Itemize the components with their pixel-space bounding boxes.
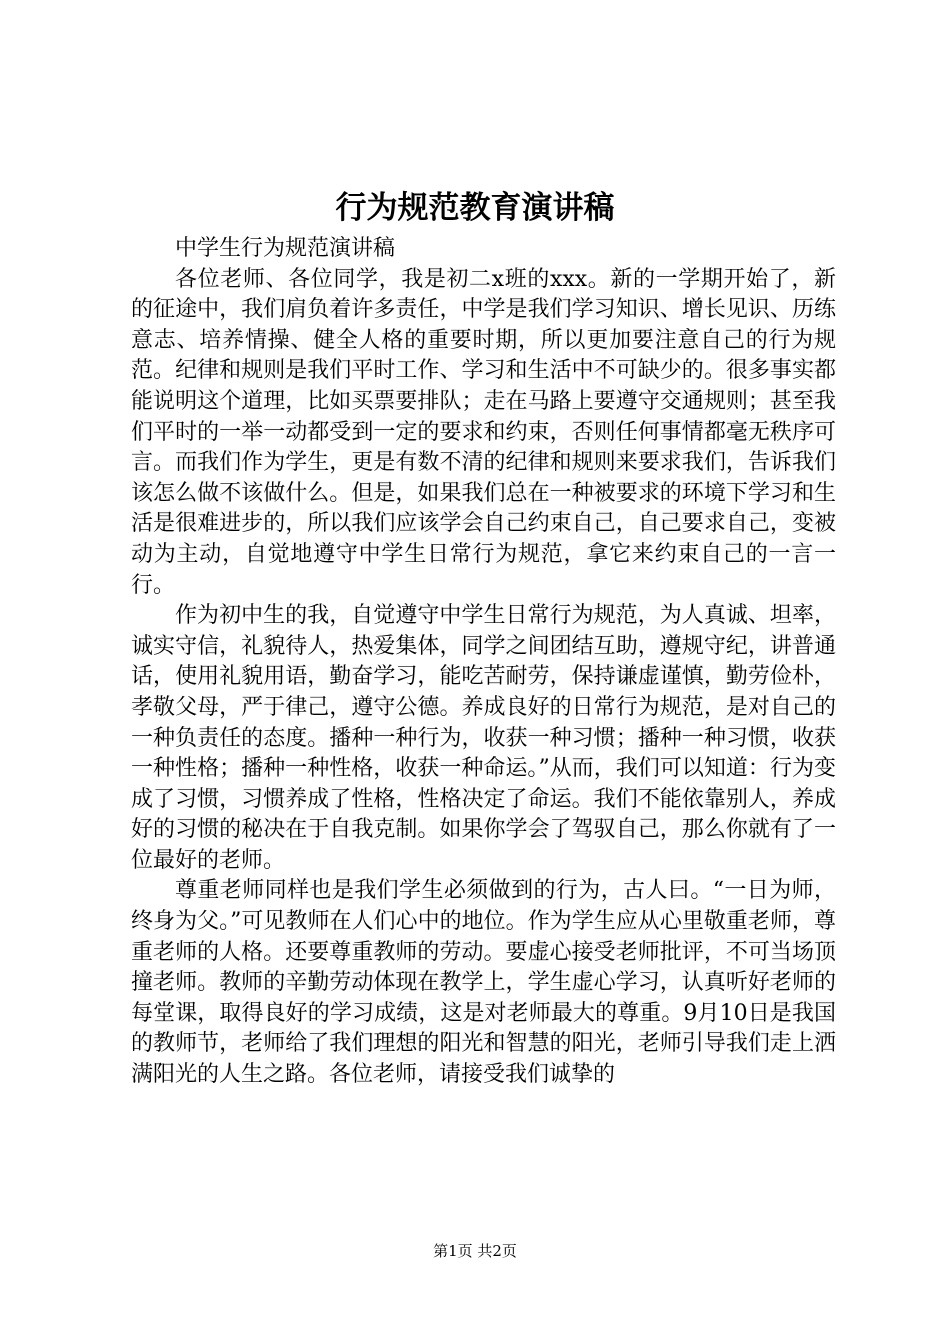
document-title: 行为规范教育演讲稿 bbox=[335, 190, 615, 226]
paragraph-respect-teachers: 尊重老师同样也是我们学生必须做到的行为，古人曰。“一日为师，终身为父。”可见教师在人们心中的地位。作为学生应从心里敬重老师，尊重老师的人格。还要尊重教师的劳动。要虚心接受老师批评，不可当场顶撞老师。教师的辛勤劳动体现在教学上，学生虚心学习，认真听好老师的每堂课，取得良好的学习成绩，这是对老师最大的尊重。9月10日是我国的教师节，老师给了我们理想的阳光和智慧的阳光，老师引导我们走上洒满阳光的人生之路。各位老师，请接受我们诚挚的 bbox=[131, 878, 836, 1088]
document-body bbox=[131, 234, 836, 1091]
subtitle-paragraph: 中学生行为规范演讲稿 bbox=[175, 236, 396, 261]
paragraph-conduct: 作为初中生的我，自觉遵守中学生日常行为规范，为人真诚、坦率，诚实守信，礼貌待人，热爱集体，同学之间团结互助，遵规守纪，讲普通话，使用礼貌用语，勤奋学习，能吃苦耐劳，保持谦虚谨慎，勤劳俭朴，孝敬父母，严于律己，遵守公德。养成良好的日常行为规范，是对自己的一种负责任的态度。播种一种行为，收获一种习惯；播种一种习惯，收获一种性格；播种一种性格，收获一种命运。”从而，我们可以知道：行为变成了习惯，习惯养成了性格，性格决定了命运。我们不能依靠别人，养成好的习惯的秘决在于自我克制。如果你学会了驾驭自己，那么你就有了一位最好的老师。 bbox=[131, 603, 836, 873]
paragraph-greeting: 各位老师、各位同学，我是初二x班的xxx。新的一学期开始了，新的征途中，我们肩负着许多责任，中学是我们学习知识、增长见识、历练意志、培养情操、健全人格的重要时期，所以更加要注意自己的行为规范。纪律和规则是我们平时工作、学习和生活中不可缺少的。很多事实都能说明这个道理，比如买票要排队；走在马路上要遵守交通规则；甚至我们平时的一举一动都受到一定的要求和约束，否则任何事情都毫无秩序可言。而我们作为学生，更是有数不清的纪律和规则来要求我们，告诉我们该怎么做不该做什么。但是，如果我们总在一种被要求的环境下学习和生活是很难进步的，所以我们应该学会自己约束自己，自己要求自己，变被动为主动，自觉地遵守中学生日常行为规范，拿它来约束自己的一言一行。 bbox=[131, 266, 836, 598]
page-footer: 第1页 共2页 bbox=[433, 1242, 517, 1260]
